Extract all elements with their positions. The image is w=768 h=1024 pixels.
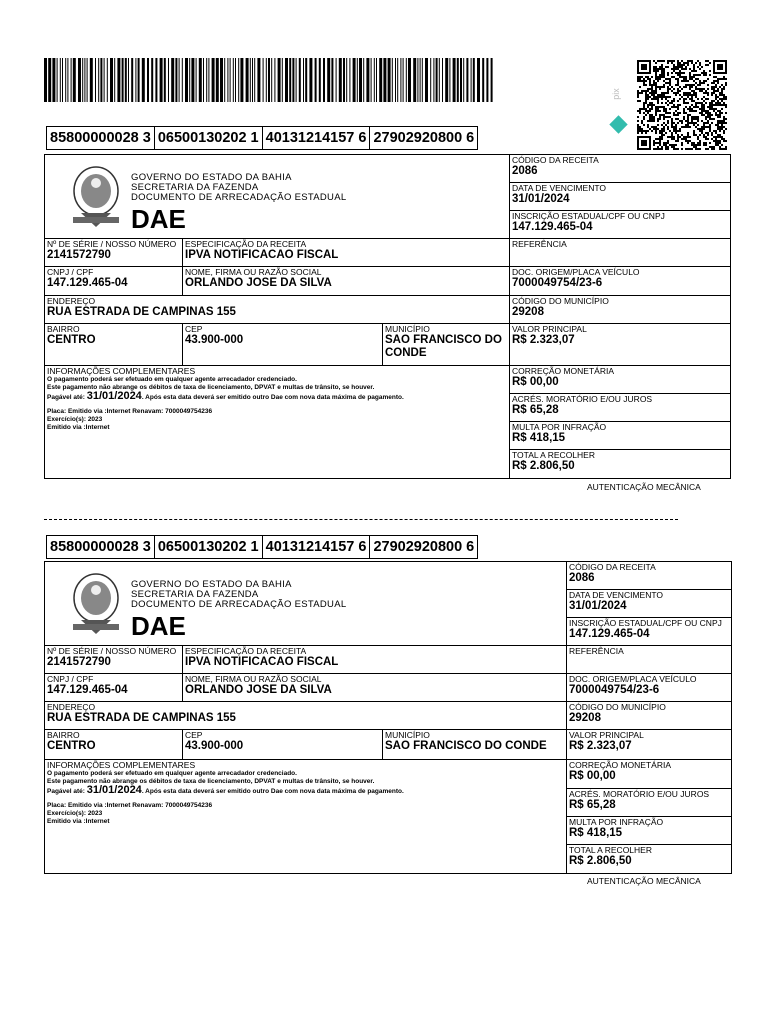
cnpj-value: 147.129.465-04 (47, 684, 128, 696)
endereco-cell (45, 296, 510, 324)
total-cell (510, 450, 731, 478)
cnpj-label: CNPJ / CPF (47, 267, 94, 277)
form-header (45, 155, 510, 239)
acres-cell (567, 789, 732, 817)
cod-municipio-cell (567, 702, 732, 730)
total-label: TOTAL A RECOLHER (569, 845, 652, 855)
especificacao-label: ESPECIFICAÇÃO DA RECEITA (185, 239, 307, 249)
multa-value: R$ 418,15 (512, 432, 566, 444)
digit-group: 85800000028 3 (47, 536, 155, 558)
referencia-label: REFERÊNCIA (569, 646, 624, 656)
codigo-receita-cell (510, 155, 731, 183)
codigo-receita-label: CÓDIGO DA RECEITA (569, 562, 656, 572)
info-line: Placa: Emitido via :Internet Renavam: 70000497542​36 (47, 408, 213, 415)
nome-value: ORLANDO JOSE DA SILVA (185, 684, 332, 696)
cnpj-cell (45, 674, 183, 702)
inscricao-cell (510, 211, 731, 239)
issuer-block (131, 173, 346, 203)
digit-group: 27902920800 6 (373, 130, 475, 146)
cnpj-cell (45, 267, 183, 296)
info-label: INFORMAÇÕES COMPLEMENTARES (47, 366, 196, 376)
correcao-value: R$ 00,00 (512, 376, 559, 388)
bairro-value: CENTRO (47, 740, 96, 752)
cep-label: CEP (185, 324, 203, 334)
serie-cell (45, 646, 183, 674)
issuer-block (131, 580, 346, 610)
cod-municipio-label: CÓDIGO DO MUNICÍPIO (569, 702, 666, 712)
multa-label: MULTA POR INFRAÇÃO (569, 817, 664, 827)
issuer-line-1: GOVERNO DO ESTADO DA BAHIA (131, 579, 292, 590)
codigo-receita-value: 2086 (569, 572, 595, 584)
referencia-label: REFERÊNCIA (512, 239, 567, 249)
vencimento-cell (510, 183, 731, 211)
cep-value: 43.900-000 (185, 334, 244, 346)
pay-until-date: 31/01/2024 (86, 784, 142, 796)
vencimento-cell (567, 590, 732, 618)
digit-group: 40131214157 6 (263, 127, 371, 149)
pix-logo-icon (606, 76, 632, 138)
especificacao-cell (183, 646, 567, 674)
vencimento-label: DATA DE VENCIMENTO (512, 183, 606, 193)
correcao-cell (567, 760, 732, 789)
municipio-cell (383, 730, 567, 760)
digit-group: 06500130202 1 (155, 127, 263, 149)
municipio-cell (383, 324, 510, 366)
dae-form-copy-2 (44, 561, 732, 874)
issuer-line-3: DOCUMENTO DE ARRECADAÇÃO ESTADUAL (131, 192, 347, 203)
codigo-receita-label: CÓDIGO DA RECEITA (512, 155, 599, 165)
info-line: O pagamento poderá ser efetuado em qualquer agente arrecadador credenciado. (47, 376, 297, 383)
correcao-value: R$ 00,00 (569, 770, 616, 782)
valor-principal-value: R$ 2.323,07 (569, 740, 632, 752)
codigo-receita-value: 2086 (512, 165, 538, 177)
municipio-value: SAO FRANCISCO DO CONDE (385, 740, 547, 752)
acres-value: R$ 65,28 (512, 404, 559, 416)
multa-cell (510, 422, 731, 450)
info-line: Placa: Emitido via :Internet Renavam: 70000497542​36 (47, 802, 213, 809)
vencimento-value: 31/01/2024 (512, 193, 570, 205)
digitable-line-2 (46, 535, 478, 559)
info-line: Emitido via :Internet (47, 424, 110, 431)
info-complementares (45, 366, 510, 478)
qr-code (636, 60, 728, 150)
digit-group: 06500130202 1 (155, 536, 263, 558)
cep-cell (183, 730, 383, 760)
serie-label: Nº DE SÉRIE / NOSSO NÚMERO (47, 646, 177, 656)
pay-until-date: 31/01/2024 (86, 390, 142, 402)
acres-label: ACRÉS. MORATÓRIO E/OU JUROS (569, 789, 710, 799)
info-line: Este pagamento não abrange os débitos de taxa de licenciamento, DPVAT e multas de trânsito, se houver. (47, 778, 375, 785)
digit-group: 40131214157 6 (263, 536, 371, 558)
nome-cell (183, 267, 510, 296)
municipio-label: MUNICÍPIO (385, 324, 430, 334)
issuer-line-2: SECRETARIA DA FAZENDA (131, 182, 259, 193)
especificacao-label: ESPECIFICAÇÃO DA RECEITA (185, 646, 307, 656)
doc-origem-label: DOC. ORIGEM/PLACA VEÍCULO (512, 267, 640, 277)
bairro-cell (45, 730, 183, 760)
bairro-cell (45, 324, 183, 366)
serie-value: 2141572790 (47, 656, 111, 668)
svg-text:pix: pix (611, 88, 621, 100)
info-line: Pagável até: 31/01/2024. Após esta data deverá ser emitido outro Dae com nova data máxima de pagamento. (47, 390, 404, 402)
nome-value: ORLANDO JOSE DA SILVA (185, 277, 332, 289)
bairro-label: BAIRRO (47, 730, 80, 740)
inscricao-label: INSCRIÇÃO ESTADUAL/CPF OU CNPJ (569, 618, 722, 628)
correcao-cell (510, 366, 731, 394)
total-value: R$ 2.806,50 (512, 460, 575, 472)
correcao-label: CORREÇÃO MONETÁRIA (569, 760, 672, 770)
info-line: Emitido via :Internet (47, 818, 110, 825)
document-title: DAE (131, 611, 186, 641)
cnpj-value: 147.129.465-04 (47, 277, 128, 289)
serie-cell (45, 239, 183, 267)
document-title: DAE (131, 204, 186, 234)
acres-label: ACRÉS. MORATÓRIO E/OU JUROS (512, 394, 653, 404)
cnpj-label: CNPJ / CPF (47, 674, 94, 684)
issuer-line-3: DOCUMENTO DE ARRECADAÇÃO ESTADUAL (131, 599, 347, 610)
cod-municipio-value: 29208 (512, 306, 544, 318)
endereco-value: RUA ESTRADA DE CAMPINAS 155 (47, 712, 236, 724)
valor-principal-label: VALOR PRINCIPAL (569, 730, 644, 740)
info-line: Pagável até: 31/01/2024. Após esta data deverá ser emitido outro Dae com nova data máxima de pagamento. (47, 784, 404, 796)
endereco-label: ENDEREÇO (47, 296, 96, 306)
doc-origem-value: 7000049754/23-6 (569, 684, 660, 696)
doc-origem-cell (510, 267, 731, 296)
codigo-receita-cell (567, 562, 732, 590)
info-line: O pagamento poderá ser efetuado em qualquer agente arrecadador credenciado. (47, 770, 297, 777)
cep-value: 43.900-000 (185, 740, 244, 752)
cep-label: CEP (185, 730, 203, 740)
doc-origem-cell (567, 674, 732, 702)
total-value: R$ 2.806,50 (569, 855, 632, 867)
form-header (45, 562, 567, 646)
autenticacao-label: AUTENTICAÇÃO MECÂNICA (587, 482, 701, 492)
multa-value: R$ 418,15 (569, 827, 623, 839)
inscricao-cell (567, 618, 732, 646)
endereco-value: RUA ESTRADA DE CAMPINAS 155 (47, 306, 236, 318)
municipio-value: SAO FRANCISCO DO CONDE (385, 334, 502, 359)
inscricao-label: INSCRIÇÃO ESTADUAL/CPF OU CNPJ (512, 211, 665, 221)
bahia-crest-icon (67, 568, 125, 640)
cod-municipio-cell (510, 296, 731, 324)
valor-principal-value: R$ 2.323,07 (512, 334, 575, 346)
valor-principal-label: VALOR PRINCIPAL (512, 324, 587, 334)
referencia-cell (567, 646, 732, 674)
valor-principal-cell (567, 730, 732, 760)
info-line: Este pagamento não abrange os débitos de taxa de licenciamento, DPVAT e multas de trânsito, se houver. (47, 384, 375, 391)
bahia-crest-icon (67, 161, 125, 233)
nome-label: NOME, FIRMA OU RAZÃO SOCIAL (185, 674, 322, 684)
correcao-label: CORREÇÃO MONETÁRIA (512, 366, 615, 376)
issuer-line-1: GOVERNO DO ESTADO DA BAHIA (131, 172, 292, 183)
dae-form-copy-1 (44, 154, 731, 479)
inscricao-value: 147.129.465-04 (569, 628, 650, 640)
cut-line (44, 519, 678, 520)
vencimento-value: 31/01/2024 (569, 600, 627, 612)
doc-origem-value: 7000049754/23-6 (512, 277, 603, 289)
acres-cell (510, 394, 731, 422)
total-cell (567, 845, 732, 873)
digit-group: 27902920800 6 (373, 539, 475, 555)
digitable-line (46, 126, 478, 150)
cep-cell (183, 324, 383, 366)
doc-origem-label: DOC. ORIGEM/PLACA VEÍCULO (569, 674, 697, 684)
especificacao-value: IPVA NOTIFICACAO FISCAL (185, 656, 339, 668)
inscricao-value: 147.129.465-04 (512, 221, 593, 233)
multa-cell (567, 817, 732, 845)
nome-cell (183, 674, 567, 702)
serie-value: 2141572790 (47, 249, 111, 261)
nome-label: NOME, FIRMA OU RAZÃO SOCIAL (185, 267, 322, 277)
barcode (44, 58, 494, 102)
acres-value: R$ 65,28 (569, 799, 616, 811)
municipio-label: MUNICÍPIO (385, 730, 430, 740)
referencia-cell (510, 239, 731, 267)
endereco-cell (45, 702, 567, 730)
digit-group: 85800000028 3 (47, 127, 155, 149)
issuer-line-2: SECRETARIA DA FAZENDA (131, 589, 259, 600)
info-line: Exercício(s): 2023 (47, 810, 103, 817)
info-label: INFORMAÇÕES COMPLEMENTARES (47, 760, 196, 770)
info-complementares (45, 760, 567, 873)
serie-label: Nº DE SÉRIE / NOSSO NÚMERO (47, 239, 177, 249)
cod-municipio-label: CÓDIGO DO MUNICÍPIO (512, 296, 609, 306)
bairro-value: CENTRO (47, 334, 96, 346)
cod-municipio-value: 29208 (569, 712, 601, 724)
autenticacao-label-2: AUTENTICAÇÃO MECÂNICA (587, 876, 701, 886)
especificacao-value: IPVA NOTIFICACAO FISCAL (185, 249, 339, 261)
bairro-label: BAIRRO (47, 324, 80, 334)
endereco-label: ENDEREÇO (47, 702, 96, 712)
vencimento-label: DATA DE VENCIMENTO (569, 590, 663, 600)
info-line: Exercício(s): 2023 (47, 416, 103, 423)
especificacao-cell (183, 239, 510, 267)
multa-label: MULTA POR INFRAÇÃO (512, 422, 607, 432)
total-label: TOTAL A RECOLHER (512, 450, 595, 460)
valor-principal-cell (510, 324, 731, 366)
